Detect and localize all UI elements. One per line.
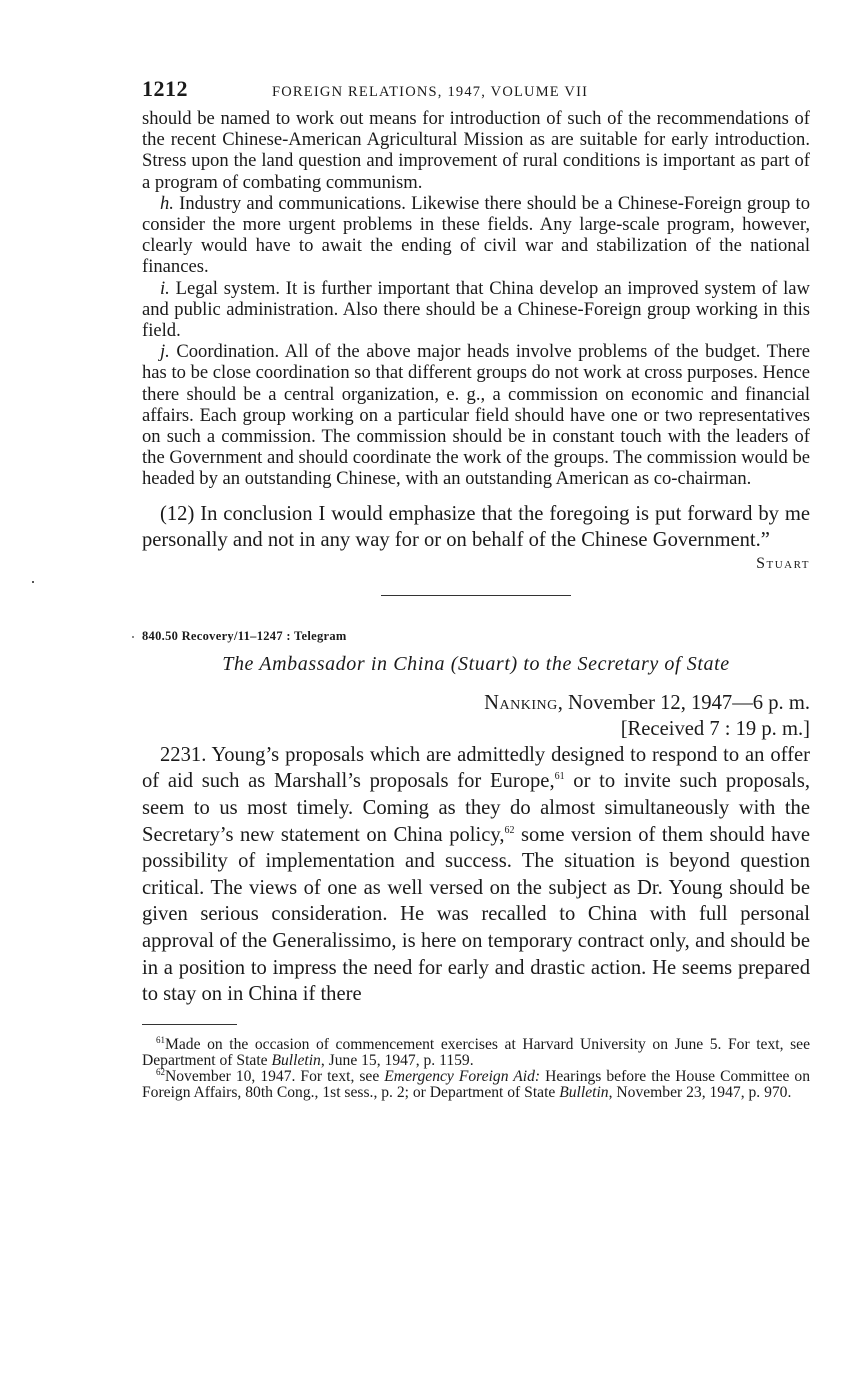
- paragraph-12: (12) In conclusion I would emphasize that the foregoing is put forward by me personally and not in any way for or on behalf of the Chinese Government.”: [142, 502, 810, 552]
- paragraph-text: Industry and communications. Likewise there should be a Chinese-Foreign group to consider the more urgent problems in these fields. Any large-scale program, however, clearly would have to await the ending of civil war and stabilization of the national finances.: [142, 192, 810, 278]
- publication-title: Emergency Foreign Aid:: [384, 1068, 541, 1086]
- document-page: [142, 76, 810, 1102]
- paragraph-text: Legal system. It is further important that China develop an improved system of law and public administration. Also there should be a Chinese-Foreign group working in this field.: [142, 277, 810, 342]
- footnote-number: 61: [156, 1034, 165, 1045]
- running-title: FOREIGN RELATIONS, 1947, VOLUME VII: [272, 84, 589, 100]
- paragraph-j: [142, 341, 810, 489]
- paragraph-g-continued: should be named to work out means for introduction of such of the recommendations of the recent Chinese-American Agricultural Mission as are suitable for early introduction. Stress upon the land question and improvement of rural conditions is important as part of a program of combating communism.: [142, 108, 810, 193]
- file-reference: 840.50 Recovery/11–1247 : Telegram: [142, 628, 347, 643]
- footnote-text: , June 15, 1947, p. 1159.: [320, 1051, 474, 1069]
- publication-title: Bulletin: [271, 1051, 321, 1069]
- footnote-text: Made on the occasion of commencement exercises at Harvard University on June 5. For text, see Department of State: [142, 1035, 810, 1069]
- item-letter: i.: [160, 277, 170, 299]
- body-text: or to invite such proposals, seem to us most timely. Coming as they do almost simultaneously with the Secretary’s new statement on China policy,: [142, 770, 810, 846]
- publication-title: Bulletin: [559, 1084, 609, 1102]
- document-title: The Ambassador in China (Stuart) to the Secretary of State: [222, 652, 730, 675]
- paragraph-i: [142, 278, 810, 342]
- footnote-number: 62: [156, 1067, 165, 1077]
- telegram-body: [142, 742, 810, 1008]
- paragraph-text: Coordination. All of the above major heads involve problems of the budget. There has to be close coordination so that different groups do not work at cross purposes. Hence there should be a central organization, e. g., a commission on economic and financial affairs. Each group working on a particular field should have one or two representatives on such a commission. The commission should be in constant touch with the leaders of the Government and should coordinate the work of the groups. The commission would be headed by an outstanding Chinese, with an outstanding American as co-chairman.: [142, 341, 810, 490]
- section-divider: [381, 595, 571, 596]
- footnote-text: , November 23, 1947, p. 970.: [608, 1084, 792, 1102]
- footnote-reference[interactable]: 62: [504, 824, 515, 836]
- dateline-place: Nanking: [484, 691, 558, 714]
- footnote-text: November 10, 1947. For text, see: [165, 1068, 385, 1086]
- dateline: [142, 690, 810, 716]
- dateline-date: , November 12, 1947—6 p. m.: [557, 691, 810, 714]
- paragraph-h: [142, 193, 810, 278]
- footnote-text: Hearings before the House Committee on Foreign Affairs, 80th Cong., 1st sess., p. 2; or Department of State: [142, 1068, 811, 1102]
- item-letter: h.: [160, 192, 174, 214]
- page-header: [142, 76, 810, 108]
- received-time: [Received 7 : 19 p. m.]: [620, 717, 810, 740]
- scan-mark: [32, 581, 34, 583]
- footnote-reference[interactable]: 61: [554, 771, 565, 783]
- footnote: [142, 1069, 810, 1101]
- item-letter: j.: [160, 341, 170, 363]
- body-text: some version of them should have possibility of implementation and success. The situation is beyond question critical. The views of one as well versed on the subject as Dr. Young should be given serious consideration. He was recalled to China with full personal approval of the Generalissimo, is here on temporary contract only, and should be in a position to impress the need for early and drastic action. He seems prepared to stay on in China if there: [142, 823, 810, 1006]
- scan-mark: [132, 636, 134, 638]
- footnote-divider: [142, 1024, 237, 1025]
- page-number: 1212: [142, 76, 188, 101]
- footnote: [142, 1034, 810, 1069]
- body-text: 2231. Young’s proposals which are admittedly designed to respond to an offer of aid such as Marshall’s proposals for Europe,: [142, 743, 810, 793]
- signature: Stuart: [756, 554, 810, 572]
